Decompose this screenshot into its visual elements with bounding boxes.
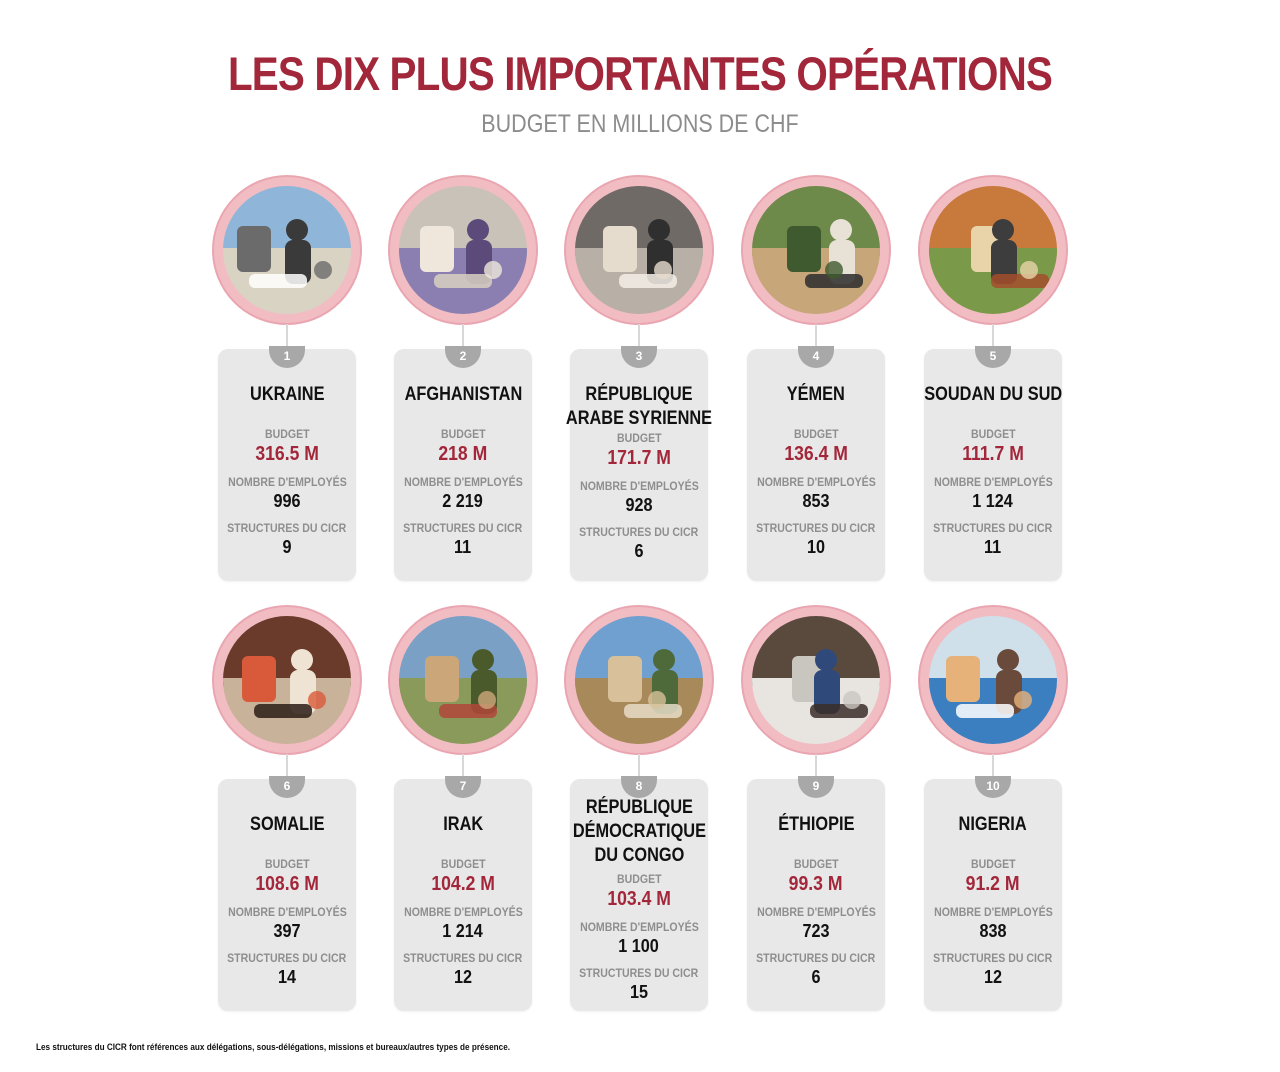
structures-value: 11 — [454, 537, 472, 557]
rank-badge: 5 — [975, 346, 1011, 368]
operation-photo — [212, 605, 362, 755]
budget-label: BUDGET — [440, 427, 486, 441]
budget-value: 218 M — [438, 443, 488, 465]
staff-value: 996 — [273, 491, 301, 511]
staff-value: 397 — [273, 921, 301, 941]
operation-photo — [564, 605, 714, 755]
structures-value: 9 — [282, 537, 292, 557]
card-content — [558, 796, 720, 1003]
somalia-photo — [223, 616, 351, 744]
card-content — [735, 383, 897, 558]
page-subtitle: BUDGET EN MILLIONS DE CHF — [481, 110, 799, 138]
operation-card — [565, 349, 713, 581]
structures-label: STRUCTURES DU CICR — [756, 951, 876, 965]
operation-photo — [918, 175, 1068, 325]
operation-8 — [564, 605, 714, 1015]
structures-label: STRUCTURES DU CICR — [227, 951, 347, 965]
operation-photo — [918, 605, 1068, 755]
operation-card — [218, 349, 356, 581]
staff-value: 838 — [979, 921, 1007, 941]
structures-label: STRUCTURES DU CICR — [579, 525, 699, 539]
budget-label: BUDGET — [264, 427, 310, 441]
rank-badge: 8 — [621, 776, 657, 798]
country-block — [913, 383, 1073, 407]
operation-3 — [564, 175, 714, 585]
structures-value: 6 — [811, 967, 821, 987]
rank-badge: 7 — [445, 776, 481, 798]
operation-photo — [564, 175, 714, 325]
staff-label: NOMBRE D'EMPLOYÉS — [403, 905, 523, 919]
staff-value: 928 — [625, 495, 653, 515]
budget-label: BUDGET — [970, 857, 1016, 871]
rank-badge: 6 — [269, 776, 305, 798]
operation-card — [394, 349, 532, 581]
country-name-line: SOMALIE — [249, 814, 325, 835]
country-name-line: RÉPUBLIQUE — [585, 384, 693, 405]
card-content — [206, 383, 368, 558]
operation-7 — [388, 605, 538, 1015]
budget-label: BUDGET — [616, 872, 662, 886]
operation-5 — [918, 175, 1068, 585]
ukraine-photo — [223, 186, 351, 314]
staff-value: 853 — [802, 491, 830, 511]
country-name-line: DÉMOCRATIQUE — [572, 821, 706, 842]
yemen-photo — [752, 186, 880, 314]
country-name-line: RÉPUBLIQUE — [585, 797, 693, 818]
operation-card — [218, 779, 356, 1011]
budget-label: BUDGET — [793, 857, 839, 871]
structures-label: STRUCTURES DU CICR — [227, 521, 347, 535]
budget-value: 316.5 M — [255, 443, 319, 465]
card-content — [735, 813, 897, 988]
budget-value: 108.6 M — [255, 873, 319, 895]
structures-label: STRUCTURES DU CICR — [403, 521, 523, 535]
rank-badge: 3 — [621, 346, 657, 368]
operation-9 — [741, 605, 891, 1015]
structures-value: 10 — [806, 537, 826, 557]
staff-label: NOMBRE D'EMPLOYÉS — [756, 905, 876, 919]
staff-label: NOMBRE D'EMPLOYÉS — [579, 479, 699, 493]
operation-card — [394, 779, 532, 1011]
operation-4 — [741, 175, 891, 585]
structures-label: STRUCTURES DU CICR — [403, 951, 523, 965]
structures-value: 15 — [629, 982, 649, 1002]
country-name-line: AFGHANISTAN — [404, 384, 522, 405]
operation-card — [924, 779, 1062, 1011]
operation-1 — [212, 175, 362, 585]
country-block — [953, 813, 1032, 837]
rank-badge: 4 — [798, 346, 834, 368]
structures-value: 6 — [634, 541, 644, 561]
country-name-line: IRAK — [443, 814, 483, 835]
country-block — [244, 813, 331, 837]
operation-photo — [388, 175, 538, 325]
budget-value: 91.2 M — [966, 873, 1020, 895]
budget-label: BUDGET — [264, 857, 310, 871]
rank-badge: 10 — [975, 776, 1011, 798]
country-block — [244, 383, 331, 407]
budget-value: 104.2 M — [431, 873, 495, 895]
staff-label: NOMBRE D'EMPLOYÉS — [227, 475, 347, 489]
staff-value: 2 219 — [442, 491, 484, 511]
country-block — [554, 383, 724, 431]
country-block — [782, 383, 850, 407]
card-content — [912, 383, 1074, 558]
staff-value: 1 124 — [972, 491, 1014, 511]
operation-photo — [741, 175, 891, 325]
footnote: Les structures du CICR font références aux délégations, sous-délégations, missions et bureaux/autres types de présence. — [36, 1042, 511, 1053]
country-name-line: UKRAINE — [249, 384, 325, 405]
card-content — [912, 813, 1074, 988]
operation-2 — [388, 175, 538, 585]
staff-value: 1 214 — [442, 921, 484, 941]
staff-label: NOMBRE D'EMPLOYÉS — [579, 920, 699, 934]
staff-value: 1 100 — [618, 936, 660, 956]
structures-value: 14 — [277, 967, 297, 987]
card-content — [382, 813, 544, 988]
staff-value: 723 — [802, 921, 830, 941]
staff-label: NOMBRE D'EMPLOYÉS — [933, 905, 1053, 919]
country-block — [562, 796, 717, 868]
structures-label: STRUCTURES DU CICR — [756, 521, 876, 535]
operation-6 — [212, 605, 362, 1015]
country-name-line: DU CONGO — [594, 845, 684, 866]
structures-label: STRUCTURES DU CICR — [933, 951, 1053, 965]
staff-label: NOMBRE D'EMPLOYÉS — [403, 475, 523, 489]
country-block — [772, 813, 861, 837]
budget-value: 99.3 M — [789, 873, 843, 895]
country-block — [395, 383, 532, 407]
structures-value: 12 — [453, 967, 473, 987]
ethiopia-photo — [752, 616, 880, 744]
structures-value: 11 — [984, 537, 1002, 557]
staff-label: NOMBRE D'EMPLOYÉS — [227, 905, 347, 919]
operation-card — [747, 779, 885, 1011]
country-name-line: SOUDAN DU SUD — [923, 384, 1062, 405]
operation-photo — [741, 605, 891, 755]
rank-badge: 9 — [798, 776, 834, 798]
operation-card — [924, 349, 1062, 581]
staff-label: NOMBRE D'EMPLOYÉS — [933, 475, 1053, 489]
card-content — [382, 383, 544, 558]
country-name-line: YÉMEN — [786, 384, 846, 405]
operation-photo — [388, 605, 538, 755]
card-content — [206, 813, 368, 988]
afghanistan-photo — [399, 186, 527, 314]
south-sudan-photo — [929, 186, 1057, 314]
country-name-line: ÉTHIOPIE — [777, 814, 855, 835]
operation-photo — [212, 175, 362, 325]
rank-badge: 1 — [269, 346, 305, 368]
staff-label: NOMBRE D'EMPLOYÉS — [756, 475, 876, 489]
card-content — [558, 383, 720, 562]
budget-value: 171.7 M — [607, 447, 671, 469]
structures-value: 12 — [983, 967, 1003, 987]
budget-value: 136.4 M — [784, 443, 848, 465]
budget-value: 111.7 M — [962, 443, 1024, 465]
budget-value: 103.4 M — [607, 888, 671, 910]
rank-badge: 2 — [445, 346, 481, 368]
operation-card — [570, 779, 708, 1011]
country-name-line: NIGERIA — [958, 814, 1028, 835]
page-title: LES DIX PLUS IMPORTANTES OPÉRATIONS — [227, 47, 1053, 100]
operation-10 — [918, 605, 1068, 1015]
budget-label: BUDGET — [616, 431, 662, 445]
operation-card — [747, 349, 885, 581]
iraq-photo — [399, 616, 527, 744]
country-name-line: ARABE SYRIENNE — [565, 408, 713, 429]
country-block — [440, 813, 486, 837]
nigeria-photo — [929, 616, 1057, 744]
budget-label: BUDGET — [970, 427, 1016, 441]
budget-label: BUDGET — [440, 857, 486, 871]
structures-label: STRUCTURES DU CICR — [579, 966, 699, 980]
syria-photo — [575, 186, 703, 314]
drc-photo — [575, 616, 703, 744]
structures-label: STRUCTURES DU CICR — [933, 521, 1053, 535]
budget-label: BUDGET — [793, 427, 839, 441]
